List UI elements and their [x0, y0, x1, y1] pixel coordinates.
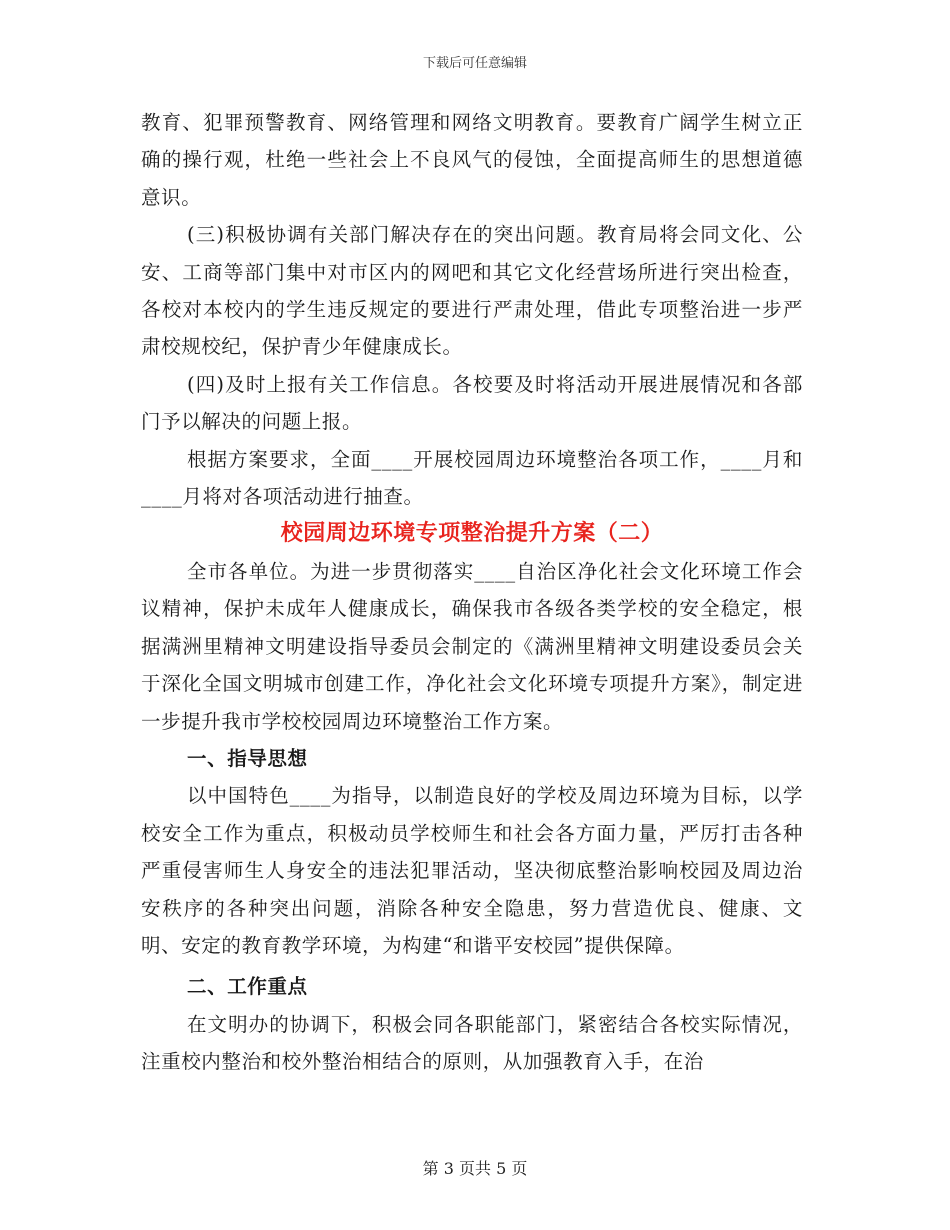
heading-guiding-ideology: 一、指导思想 — [187, 746, 308, 770]
document-body — [141, 104, 803, 1081]
page-number: 第 3 页共 5 页 — [422, 1159, 528, 1178]
section-title: 校园周边环境专项整治提升方案（二） — [280, 520, 664, 547]
heading-work-focus: 二、工作重点 — [187, 975, 308, 999]
paragraph-guiding-ideology: 以中国特色____为指导，以制造良好的学校及周边环境为目标，以学校安全工作为重点，积极动员学校师生和社会各方面力量，严厉打击各种严重侵害师生人身安全的违法犯罪活动，坚决彻底整治影响校园及周边治安秩序的各种突出问题，消除各种安全隐患，努力营造优良、健康、文明、安定的教育教学环境，为构建“和谐平安校园”提供保障。 — [141, 784, 803, 957]
paragraph-continued: 教育、犯罪预警教育、网络管理和网络文明教育。要教育广阔学生树立正确的操行观，杜绝一些社会上不良风气的侵蚀，全面提高师生的思想道德意识。 — [141, 111, 803, 209]
paragraph-requirements: 根据方案要求，全面____开展校园周边环境整治各项工作，____月和____月将对各项活动进行抽查。 — [141, 447, 803, 509]
paragraph-item-4: (四)及时上报有关工作信息。各校要及时将活动开展进展情况和各部门予以解决的问题上报。 — [141, 372, 803, 434]
paragraph-intro: 全市各单位。为进一步贯彻落实____自治区净化社会文化环境工作会议精神，保护未成年人健康成长，确保我市各级各类学校的安全稳定，根据满洲里精神文明建设指导委员会制定的《满洲里精神文明建设委员会关于深化全国文明城市创建工作，净化社会文化环境专项提升方案》，制定进一步提升我市学校校园周边环境整治工作方案。 — [141, 559, 803, 733]
header-note: 下载后可任意编辑 — [422, 56, 527, 71]
paragraph-item-3: (三)积极协调有关部门解决存在的突出问题。教育局将会同文化、公安、工商等部门集中对市区内的网吧和其它文化经营场所进行突出检查，各校对本校内的学生违反规定的要进行严肃处理，借此专项整治进一步严肃校规校纪，保护青少年健康成长。 — [141, 223, 803, 359]
paragraph-work-focus: 在文明办的协调下，积极会同各职能部门，紧密结合各校实际情况，注重校内整治和校外整治相结合的原则，从加强教育入手，在治 — [141, 1012, 803, 1074]
